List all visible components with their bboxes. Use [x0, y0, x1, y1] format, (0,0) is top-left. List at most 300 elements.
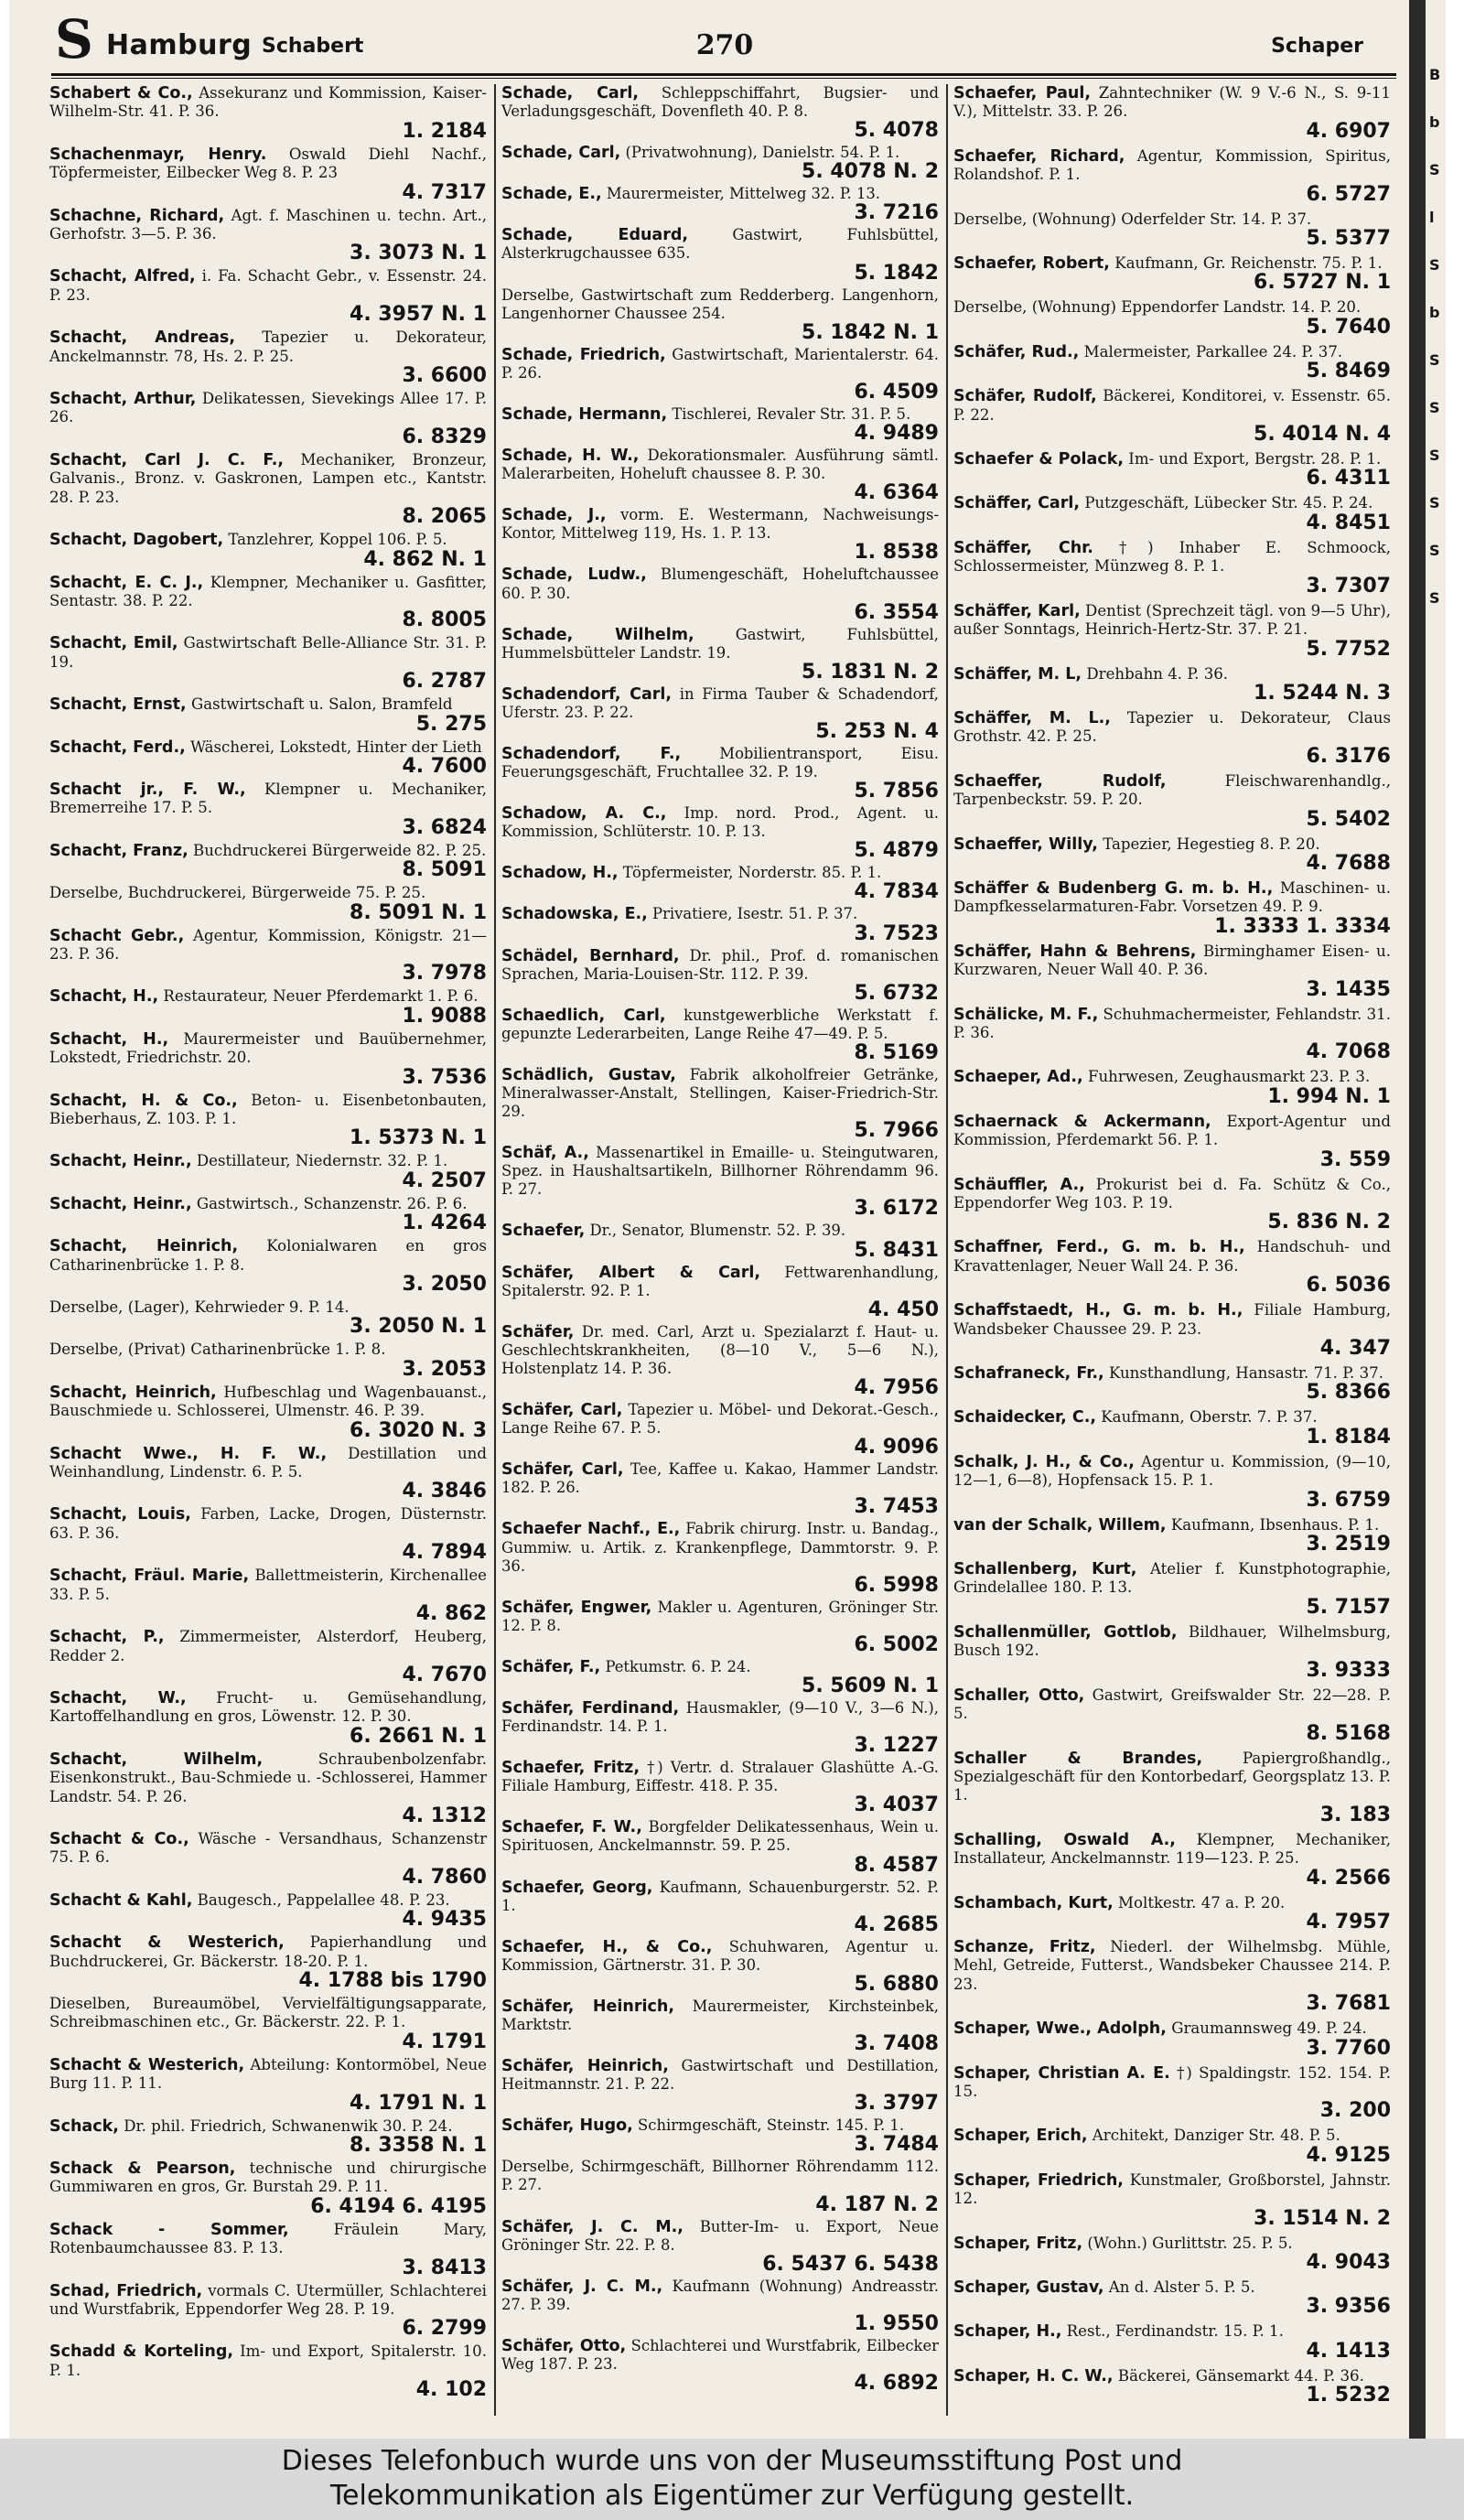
directory-entry [49, 2056, 487, 2115]
directory-entry [49, 1933, 487, 1992]
adjacent-page-letter: S [1429, 161, 1440, 178]
entry-details: Frucht- u. Gemüsehandlung, Kartoffelhandlung en gros, Löwenstr. 12. P. 30. [49, 1688, 488, 1726]
entry-details: technische und chirurgische Gummiwaren en gros, Gr. Burstah 29. P. 11. [49, 2159, 487, 2196]
directory-entry [49, 634, 487, 693]
phone-number: 5. 5377 [1306, 227, 1391, 251]
entry-details: Kunsthandlung, Hansastr. 71. P. 37. [1108, 1364, 1383, 1383]
phone-number: 5. 5609 N. 1 [802, 1674, 939, 1697]
entry-details: Kaufmann, Oberstr. 7. P. 37. [1101, 1408, 1318, 1427]
entry-name: Schadendorf, Carl, [501, 684, 673, 704]
directory-entry [501, 346, 939, 404]
entry-details: Bäckerei, Konditorei, v. Essenstr. 65. P. 22. [953, 387, 1391, 424]
entry-details: Prokurist bei d. Fa. Schütz & Co., Eppendorfer Weg 103. P. 19. [953, 1175, 1391, 1212]
phone-number: 6. 4194 6. 4195 [310, 2194, 487, 2218]
column-divider [494, 84, 496, 2416]
entry-name: Schade, Wilhelm, [501, 625, 694, 644]
directory-entry [49, 1830, 487, 1889]
entry-name: Schacht & Westerich, [49, 1933, 285, 1953]
phone-number: 6. 2799 [402, 2317, 487, 2341]
phone-number: 1. 8538 [854, 541, 939, 565]
entry-details: †) Vertr. d. Stralauer Glashütte A.-G. Filiale Hamburg, Eiffestr. 418. P. 35. [501, 1759, 939, 1795]
entry-name: Schade, Carl, [501, 144, 621, 163]
phone-number: 5. 8469 [1306, 360, 1391, 383]
phone-number: 3. 7408 [854, 2032, 939, 2056]
directory-entry [953, 343, 1391, 382]
entry-details: Butter-Im- u. Export, Neue Gröninger Str. 22. P. 8. [501, 2217, 939, 2254]
entry-details: Zahntechniker (W. 9 V.-6 N., S. 9-11 V.), Mittelstr. 33. P. 26. [953, 84, 1391, 121]
phone-number: 3. 559 [1319, 1147, 1391, 1171]
directory-entry [501, 1323, 939, 1399]
phone-number: 6. 3176 [1306, 744, 1391, 768]
directory-entry [953, 602, 1391, 661]
entry-details: Wäscherei, Lokstedt, Hinter der Lieth [190, 738, 482, 756]
phone-number: 5. 275 [415, 712, 487, 736]
directory-entry [49, 574, 487, 632]
phone-number: 3. 3073 N. 1 [350, 242, 487, 265]
directory-entry [49, 267, 487, 326]
listing-column-1 [49, 84, 487, 2416]
phone-number: 3. 3797 [854, 2092, 939, 2116]
directory-entry [501, 2337, 939, 2395]
entry-details: Dentist (Sprechzeit tägl. von 9—5 Uhr), außer Sonntags, Heinrich-Hertz-Str. 37. P. 21. [953, 601, 1391, 639]
directory-entry [49, 1891, 487, 1931]
directory-entry [49, 1195, 487, 1234]
directory-entry [953, 1560, 1391, 1619]
entry-details: Derselbe, (Lager), Kehrwieder 9. P. 14. [49, 1298, 350, 1317]
phone-number: 5. 1831 N. 2 [802, 660, 939, 684]
phone-number: 4. 450 [867, 1298, 939, 1321]
phone-number: 1. 8184 [1306, 1425, 1391, 1448]
phone-number: 3. 9333 [1306, 1658, 1391, 1682]
entry-details: Kaufmann, Schauenburgerstr. 52. P. 1. [501, 1878, 939, 1914]
entry-name: Schäfer, Otto, [501, 2336, 627, 2355]
column-divider [946, 84, 948, 2416]
page-binding-shadow [1409, 0, 1426, 2439]
entry-name: Schade, Hermann, [501, 404, 668, 424]
phone-number: 3. 7536 [402, 1065, 487, 1089]
directory-entry [49, 1567, 487, 1625]
entry-details: Mobilientransport, Eisu. Feuerungsgeschäft, Fruchtallee 32. P. 19. [501, 744, 940, 781]
phone-number: 3. 7523 [854, 921, 939, 945]
entry-name: Schacht, Fräul. Marie, [49, 1567, 250, 1586]
header-last-entry: Schaper [1271, 35, 1363, 58]
entry-name: Schacht, Carl J. C. F., [49, 450, 285, 469]
entry-name: Schaper, Erich, [953, 2127, 1088, 2146]
entry-name: Schaper, Wwe., Adolph, [953, 2019, 1167, 2039]
entry-details: Fettwarenhandlung, Spitalerstr. 92. P. 1. [501, 1263, 939, 1299]
phone-number: 1. 994 N. 1 [1267, 1084, 1391, 1108]
phone-number: 6. 8329 [402, 425, 487, 448]
phone-number: 5. 7856 [854, 780, 939, 803]
directory-entry [501, 1144, 939, 1220]
entry-name: Schäffer, Karl, [953, 601, 1081, 620]
adjacent-page-strip [1426, 0, 1446, 2439]
directory-entry [501, 685, 939, 743]
directory-entry [953, 2367, 1391, 2407]
entry-details: Dr., Senator, Blumenstr. 52. P. 39. [589, 1222, 846, 1240]
directory-entry [49, 328, 487, 387]
phone-number: 5. 253 N. 4 [815, 719, 939, 743]
adjacent-page-letter: b [1429, 113, 1440, 131]
entry-details: Gastwirtsch., Schanzenstr. 26. P. 6. [196, 1194, 468, 1212]
entry-name: Schaper, Friedrich, [953, 2170, 1124, 2190]
directory-entry [501, 447, 939, 504]
entry-name: Schacht, Andreas, [49, 328, 235, 348]
entry-name: Schacht, Heinrich, [49, 1383, 217, 1402]
entry-name: Schacht, Dagobert, [49, 531, 224, 550]
directory-entry [49, 1384, 487, 1442]
entry-name: Schädel, Bernhard, [501, 946, 680, 965]
entry-details: Maurermeister und Bauübernehmer, Lokstedt, Friedrichstr. 20. [49, 1029, 487, 1067]
phone-number: 4. 7834 [854, 880, 939, 904]
listing-column-3 [953, 84, 1391, 2416]
phone-number: 4. 7068 [1306, 1040, 1391, 1064]
directory-entry [501, 1007, 939, 1064]
directory-entry [953, 210, 1391, 250]
phone-number: 5. 1842 [854, 261, 939, 285]
entry-name: Schäfer, Heinrich, [501, 1997, 674, 2016]
entry-name: Schäfer, Carl, [501, 1460, 624, 1480]
directory-entry [953, 1364, 1391, 1404]
entry-details: in Firma Tauber & Schadendorf, Uferstr. 23. P. 22. [501, 684, 939, 721]
phone-number: 4. 862 [415, 1602, 487, 1626]
directory-entry [953, 1750, 1391, 1826]
entry-name: Schacht, H., [49, 987, 159, 1007]
phone-number: 4. 9489 [854, 422, 939, 446]
entry-details: Fleischwarenhandlg., Tarpenbeckstr. 59. P. 20. [953, 771, 1392, 809]
phone-number: 6. 2787 [402, 670, 487, 694]
phone-number: 3. 7484 [854, 2133, 939, 2157]
directory-entry [501, 1066, 939, 1142]
entry-details: Fräulein Mary, Rotenbaumchaussee 83. P. 13. [49, 2220, 487, 2257]
phone-number: 5. 1842 N. 1 [802, 320, 939, 344]
entry-details: Klempner u. Mechaniker, Bremerreihe 17. P. 5. [49, 780, 487, 817]
entry-name: Schaper, H. C. W., [953, 2366, 1114, 2385]
entry-name: Schaefer, Paul, [953, 84, 1092, 102]
directory-entry [501, 405, 939, 445]
directory-entry [953, 835, 1391, 875]
directory-entry [49, 1750, 487, 1827]
entry-name: Schädlich, Gustav, [501, 1065, 676, 1084]
header-first-entry: Schabert [262, 35, 364, 58]
directory-entry [501, 1699, 939, 1757]
directory-entry [49, 987, 487, 1027]
entry-details: Atelier f. Kunstphotographie, Grindelallee 180. P. 13. [953, 1560, 1391, 1597]
entry-name: Schaernack & Ackermann, [953, 1112, 1211, 1131]
phone-number: 4. 1791 N. 1 [350, 2091, 487, 2115]
phone-number: 3. 2519 [1306, 1533, 1391, 1556]
entry-name: Schaefer Nachf., E., [501, 1520, 681, 1539]
directory-entry [501, 1599, 939, 1656]
entry-name: Schäfer, Rud., [953, 342, 1080, 361]
adjacent-page-letter: B [1429, 66, 1441, 83]
phone-number: 6. 5002 [854, 1632, 939, 1656]
directory-entry [953, 1516, 1391, 1556]
entry-details: Im- und Export, Spitalerstr. 10. P. 1. [49, 2342, 487, 2379]
entry-details: Beton- u. Eisenbetonbauten, Bieberhaus, Z. 103. P. 1. [49, 1091, 487, 1127]
phone-number: 6. 5727 N. 1 [1254, 271, 1391, 295]
entry-details: Imp. nord. Prod., Agent. u. Kommission, Schlüterstr. 10. P. 13. [501, 804, 939, 841]
directory-entry [953, 772, 1391, 831]
entry-details: Tapezier u. Dekorateur, Claus Grothstr. 42. P. 25. [953, 708, 1391, 746]
directory-entry [49, 1995, 487, 2053]
entry-name: Schade, Friedrich, [501, 345, 666, 364]
entry-details: Fabrik alkoholfreier Getränke, Mineralwasser-Anstalt, Stellingen, Kaiser-Friedrich-Str. 29. [501, 1065, 939, 1121]
phone-number: 8. 5091 [402, 858, 487, 882]
entry-name: Schack - Sommer, [49, 2220, 289, 2239]
directory-entry [953, 2064, 1391, 2123]
phone-number: 3. 200 [1319, 2099, 1391, 2123]
entry-details: †) Spaldingstr. 152. 154. P. 15. [953, 2063, 1391, 2100]
directory-entry [501, 1879, 939, 1936]
entry-name: Schaffstaedt, H., G. m. b. H., [953, 1301, 1243, 1320]
entry-name: Schacht & Westerich, [49, 2055, 245, 2074]
directory-entry [501, 1658, 939, 1697]
entry-details: Gastwirt, Fuhlsbüttel, Hummelsbütteler Landstr. 19. [501, 625, 939, 662]
entry-name: Schäffer, Hahn & Behrens, [953, 942, 1197, 961]
entry-details: Baugesch., Pappelallee 48. P. 23. [197, 1890, 450, 1909]
directory-entry [953, 879, 1391, 938]
phone-number: 4. 9435 [402, 1908, 487, 1932]
entry-name: Schadowska, E., [501, 905, 648, 924]
phone-number: 8. 4587 [854, 1853, 939, 1877]
phone-number: 6. 3020 N. 3 [350, 1418, 487, 1442]
directory-entry [953, 1176, 1391, 1234]
phone-number: 6. 3554 [854, 600, 939, 624]
entry-name: Schanze, Fritz, [953, 1937, 1096, 1956]
entry-name: Schacht, Franz, [49, 841, 188, 860]
phone-number: 1. 2184 [402, 119, 487, 143]
directory-entry [501, 1759, 939, 1816]
entry-name: Schacht, Heinr., [49, 1152, 192, 1171]
entry-name: Schadendorf, F., [501, 744, 682, 763]
adjacent-page-letter: b [1429, 304, 1440, 321]
entry-name: Schalk, J. H., & Co., [953, 1452, 1135, 1471]
entry-details: Tapezier u. Dekorateur, Anckelmannstr. 78, Hs. 2. P. 25. [49, 328, 487, 365]
phone-number: 4. 6892 [854, 2372, 939, 2396]
directory-page [9, 0, 1441, 2439]
directory-entry [501, 565, 939, 623]
entry-name: Schallenmüller, Gottlob, [953, 1622, 1178, 1642]
directory-entry [953, 298, 1391, 338]
entry-details: Dr. med. Carl, Arzt u. Spezialarzt f. Haut- u. Geschlechtskrankheiten, (8—10 V., 5—6 N.), Holstenplatz 14. P. 36. [501, 1322, 939, 1377]
phone-number: 8. 3358 N. 1 [350, 2134, 487, 2157]
directory-entry [501, 804, 939, 862]
directory-entry [501, 144, 939, 183]
phone-number: 6. 5727 [1306, 182, 1391, 206]
entry-details: Tischlerei, Revaler Str. 31. P. 5. [672, 404, 911, 423]
entry-name: Schäffer, Carl, [953, 494, 1081, 513]
phone-number: 3. 2053 [402, 1357, 487, 1381]
phone-number: 3. 1514 N. 2 [1254, 2206, 1391, 2230]
entry-name: Schaper, Fritz, [953, 2234, 1083, 2253]
entry-details: Derselbe, Gastwirtschaft zum Redderberg. Langenhorn, Langenhorner Chaussee 254. [501, 285, 939, 322]
phone-number: 3. 2050 [402, 1273, 487, 1297]
entry-details: Rest., Ferdinandstr. 15. P. 1. [1066, 2322, 1284, 2341]
phone-number: 1. 9550 [854, 2311, 939, 2335]
phone-number: 3. 7681 [1306, 1992, 1391, 2016]
directory-entry [49, 451, 487, 528]
directory-entry [501, 1222, 939, 1261]
phone-number: 4. 1312 [402, 1804, 487, 1827]
directory-entry [953, 1006, 1391, 1064]
entry-details: Makler u. Agenturen, Gröninger Str. 12. P. 8. [501, 1598, 939, 1634]
entry-name: Schacht, Heinrich, [49, 1237, 239, 1256]
entry-name: Schaller, Otto, [953, 1685, 1085, 1705]
phone-number: 4. 7957 [1306, 1910, 1391, 1933]
entry-name: Schaefer, Robert, [953, 254, 1110, 274]
entry-name: Schacht, Emil, [49, 634, 178, 653]
entry-details: Gastwirt, Fuhlsbüttel, Alsterkrugchaussee 635. [501, 226, 939, 263]
directory-entry [953, 254, 1391, 294]
entry-name: Schäfer, J. C. M., [501, 2277, 663, 2296]
entry-details: Putzgeschäft, Lübecker Str. 45. P. 24. [1084, 494, 1373, 512]
page-header [49, 9, 1400, 70]
entry-name: Schäfer, Hugo, [501, 2116, 633, 2136]
entry-name: Schäfer, F., [501, 1657, 601, 1676]
adjacent-page-letter: S [1429, 351, 1440, 369]
entry-details: Kolonialwaren en gros Catharinenbrücke 1. P. 8. [49, 1237, 487, 1274]
entry-name: Schadd & Korteling, [49, 2342, 234, 2362]
entry-name: Schacht, W., [49, 1688, 187, 1707]
phone-number: 4. 3957 N. 1 [350, 303, 487, 327]
phone-number: 5. 836 N. 2 [1267, 1211, 1391, 1234]
entry-name: Schaeffer, Rudolf, [953, 771, 1167, 791]
entry-name: Schaedlich, Carl, [501, 1006, 666, 1025]
directory-entry [953, 942, 1391, 1001]
entry-details: (Wohn.) Gurlittstr. 25. P. 5. [1087, 2234, 1293, 2252]
entry-name: van der Schalk, Willem, [953, 1515, 1167, 1535]
entry-details: Buchdruckerei Bürgerweide 82. P. 25. [193, 841, 487, 859]
directory-entry [49, 390, 487, 448]
phone-number: 4. 7600 [402, 754, 487, 778]
entry-details: Destillation und Weinhandlung, Lindenstr. 6. P. 5. [49, 1444, 487, 1481]
entry-details: Bildhauer, Wilhelmsburg, Busch 192. [953, 1622, 1391, 1660]
phone-number: 3. 7307 [1306, 574, 1391, 598]
entry-name: Schacht Gebr., [49, 926, 185, 945]
entry-name: Schadow, H., [501, 864, 619, 883]
directory-entry [501, 1460, 939, 1518]
directory-entry [501, 1818, 939, 1876]
phone-number: 3. 183 [1319, 1803, 1391, 1826]
directory-entry [49, 1237, 487, 1296]
directory-entry [501, 864, 939, 903]
entry-name: Schacht, Alfred, [49, 267, 196, 286]
directory-entry [501, 2116, 939, 2156]
entry-details: Agentur, Kommission, Spiritus, Rolandshof. P. 1. [953, 146, 1391, 184]
phone-number: 4. 2685 [854, 1912, 939, 1936]
phone-number: 4. 2507 [402, 1168, 487, 1192]
phone-number: 3. 6759 [1306, 1488, 1391, 1512]
archive-notice-line-2: Telekommunikation als Eigentümer zur Verfügung gestellt. [329, 2480, 1135, 2512]
adjacent-page-letter: S [1429, 399, 1440, 416]
entry-name: Schacht Wwe., H. F. W., [49, 1444, 328, 1463]
directory-entry [501, 1520, 939, 1596]
entry-details: Gastwirt, Greifswalder Str. 22—28. P. 5. [953, 1685, 1391, 1723]
directory-entry [953, 2278, 1391, 2318]
entry-details: Petkumstr. 6. P. 24. [605, 1657, 751, 1675]
entry-name: Schaper, Gustav, [953, 2278, 1104, 2297]
directory-entry [49, 1092, 487, 1150]
directory-entry [953, 1068, 1391, 1107]
entry-name: Schäfer, Rudolf, [953, 387, 1097, 406]
phone-number: 1. 4264 [402, 1212, 487, 1235]
entry-name: Schaeffer, Willy, [953, 835, 1098, 854]
directory-entry [49, 1505, 487, 1564]
directory-entry [501, 286, 939, 344]
entry-details: Derselbe, Buchdruckerei, Bürgerweide 75. P. 25. [49, 884, 426, 902]
entry-name: Schacht, Heinr., [49, 1194, 192, 1213]
entry-name: Schäfer, Albert & Carl, [501, 1263, 761, 1282]
entry-details: Borgfelder Delikatessenhaus, Wein u. Spirituosen, Anckelmannstr. 59. P. 25. [501, 1818, 939, 1855]
entry-details: Gastwirtschaft u. Salon, Bramfeld [190, 695, 453, 714]
entry-details: Fuhrwesen, Zeughausmarkt 23. P. 3. [1087, 1068, 1371, 1086]
phone-number: 4. 7670 [402, 1663, 487, 1686]
phone-number: 8. 5168 [1306, 1721, 1391, 1745]
entry-details: Schuhmachermeister, Fehlandstr. 31. P. 36. [953, 1005, 1391, 1041]
phone-number: 1. 3333 1. 3334 [1214, 914, 1391, 938]
phone-number: 6. 5998 [854, 1573, 939, 1597]
entry-name: Schacht, Wilhelm, [49, 1750, 264, 1769]
entry-name: Schäffer, Chr. [953, 538, 1093, 557]
entry-details: Tanzlehrer, Koppel 106. P. 5. [228, 531, 447, 549]
directory-entry [501, 1401, 939, 1459]
phone-number: 8. 5169 [854, 1040, 939, 1064]
entry-details: Derselbe, (Wohnung) Oderfelder Str. 14. P. 37. [953, 210, 1312, 228]
phone-number: 4. 1413 [1306, 2339, 1391, 2363]
phone-number: 5. 7752 [1306, 637, 1391, 661]
adjacent-page-letter: S [1429, 256, 1440, 274]
entry-details: Kaufmann (Wohnung) Andreasstr. 27. P. 39. [501, 2277, 939, 2313]
phone-number: 8. 8005 [402, 608, 487, 632]
entry-details: Papierhandlung und Buchdruckerei, Gr. Bäckerstr. 18-20. P. 1. [49, 1933, 488, 1970]
directory-entry [49, 884, 487, 923]
directory-entry [49, 1445, 487, 1503]
entry-name: Schacht, P., [49, 1628, 165, 1647]
phone-number: 4. 9125 [1306, 2143, 1391, 2167]
entry-details: Maschinen- u. Dampfkesselarmaturen-Fabr. Vorsetzen 49. P. 9. [953, 878, 1391, 916]
entry-details: kunstgewerbliche Werkstatt f. gepunzte Lederarbeiten, Lange Reihe 47—49. P. 5. [501, 1006, 940, 1042]
entry-details: Malermeister, Parkallee 24. P. 37. [1083, 342, 1343, 361]
phone-number: 6. 2661 N. 1 [350, 1724, 487, 1748]
directory-entry [49, 781, 487, 839]
listing-column-2 [501, 84, 939, 2416]
phone-number: 5. 7640 [1306, 315, 1391, 339]
entry-name: Schade, H. W., [501, 447, 640, 466]
entry-name: Schalling, Oswald A., [953, 1830, 1176, 1849]
directory-entry [501, 2158, 939, 2215]
entry-name: Schambach, Kurt, [953, 1893, 1114, 1912]
directory-entry [953, 1113, 1391, 1171]
adjacent-page-letter: l [1429, 209, 1435, 226]
phone-number: 3. 7978 [402, 962, 487, 985]
directory-entry [49, 2342, 487, 2401]
entry-name: Schäffer, M. L, [953, 664, 1082, 684]
entry-details: Mechaniker, Bronzeur, Galvanis., Bronz. v. Gaskronen, Lampen etc., Kantstr. 28. P. 23. [49, 450, 487, 506]
entry-name: Schacht & Co., [49, 1829, 189, 1848]
phone-number: 5. 6880 [854, 1972, 939, 1996]
phone-number: 4. 7860 [402, 1865, 487, 1889]
entry-details: Restaurateur, Neuer Pferdemarkt 1. P. 6. [163, 987, 479, 1006]
entry-name: Schaeper, Ad., [953, 1068, 1083, 1087]
entry-details: vormals C. Utermüller, Schlachterei und Wurstfabrik, Eppendorfer Weg 28. P. 19. [49, 2281, 487, 2319]
entry-details: Dekorationsmaler. Ausführung sämtl. Malerarbeiten, Hoheluft chaussee 8. P. 30. [501, 447, 939, 483]
entry-details: Derselbe, (Privat) Catharinenbrücke 1. P. 8. [49, 1341, 386, 1359]
phone-number: 5. 6732 [854, 981, 939, 1005]
entry-details: Oswald Diehl Nachf., Töpfermeister, Eilbecker Weg 8. P. 23 [49, 145, 487, 182]
entry-details: Derselbe, Schirmgeschäft, Billhorner Röhrendamm 112. P. 27. [501, 2158, 939, 2194]
phone-number: 5. 8366 [1306, 1381, 1391, 1405]
